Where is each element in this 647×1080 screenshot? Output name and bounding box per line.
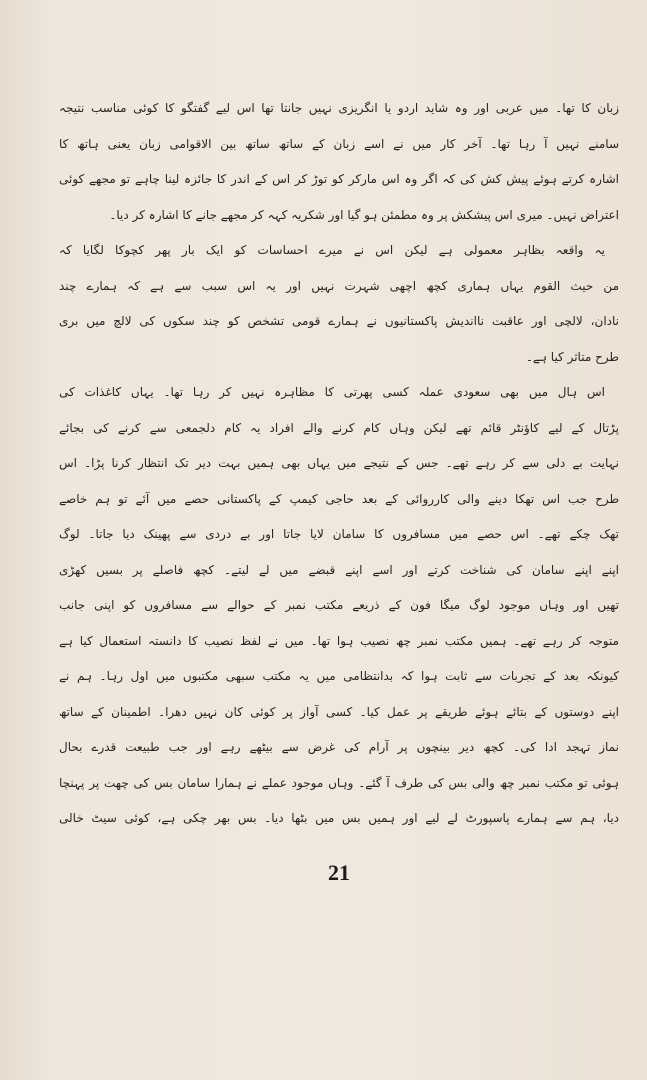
- text-line: دیا، ہم سے ہمارے پاسپورٹ لے لیے اور ہمیں بس میں بٹھا دیا۔ بس بھر چکی ہے، کوئی سیٹ خالی: [59, 811, 619, 825]
- text-line: یہ واقعہ بظاہر معمولی ہے لیکن اس نے میرے احساسات کو ایک بار پھر کچوکا لگایا کہ: [59, 243, 605, 257]
- text-line: متوجہ کر رہے تھے۔ ہمیں مکتب نمبر چھ نصیب ہوا تھا۔ میں نے لفظ نصیب کا دانستہ استعمال کیا ہے: [59, 633, 619, 648]
- text-line: اس ہال میں بھی سعودی عملہ کسی پھرتی کا مظاہرہ نہیں کر رہا تھا۔ یہاں کاغذات کی: [59, 385, 605, 399]
- text-line: ہوئی تو مکتب نمبر چھ والی بس کی طرف آ گئے۔ وہاں موجود عملے نے ہمارا سامان بس کی چھت پر پہنچا: [59, 775, 619, 790]
- text-line: اپنے دوستوں کے بتائے ہوئے طریقے پر عمل کیا۔ کسی آواز پر کوئی کان نہیں دھرا۔ اطمینان کے ساتھ: [59, 704, 619, 719]
- paragraph-2: [59, 238, 619, 369]
- text-line: نادان، لالچی اور عاقبت نااندیش پاکستانیوں نے ہمارے قومی تشخص کو چند سکوں کی لالچ میں بری: [59, 314, 619, 328]
- text-line: من حیث القوم یہاں ہماری کچھ اچھی شہرت نہیں اور یہ اس سبب سے ہے کہ ہمارے چند: [59, 278, 619, 293]
- page-number: 21: [328, 860, 350, 885]
- text-line: طرح جب اس تھکا دینے والی کارروائی کے بعد حاجی کیمپ کے پاکستانی حصے میں آئے تو ہم خاصے: [59, 491, 619, 506]
- text-line: تھیں اور وہاں موجود لوگ میگا فون کے ذریعے مکتب نمبر کے حوالے سے مسافروں کو اپنی جانب: [59, 598, 619, 612]
- text-line: اعتراض نہیں۔ میری اس پیشکش پر وہ مطمئن ہو گیا اور شکریہ کہہ کر مجھے جانے کا اشارہ کر دیا۔: [109, 207, 619, 222]
- paragraph-1: [59, 96, 619, 227]
- text-line: پڑتال کے لیے کاؤنٹر قائم تھے لیکن وہاں کام کرنے والے افراد یہ کام دلجمعی سے کرنے کی بجائے: [59, 420, 619, 435]
- text-line: اپنے اپنے سامان کی شناخت کرتے اور اسے اپنے قبضے میں لے لیتے۔ کچھ فاصلے پر بسیں کھڑی: [59, 562, 619, 577]
- text-line: طرح متاثر کیا ہے۔: [525, 349, 619, 364]
- text-line: سامنے نہیں آ رہا تھا۔ آخر کار میں نے اسے زبان کے ساتھ ساتھ بین الاقوامی زبان یعنی ہاتھ کا: [59, 136, 619, 151]
- text-line: اشارہ کرتے ہوئے پیش کش کی کہ اگر وہ اس مارکر کو توڑ کر اس کے اندر کا جائزہ لینا چاہے تو مجھے کوئی: [59, 172, 619, 186]
- paragraph-3: [59, 380, 619, 830]
- text-line: کیونکہ بعد کے تجربات سے ثابت ہوا کہ بدانتظامی میں یہ مکتب سبھی مکتبوں میں اول رہا۔ ہم نے: [59, 669, 619, 683]
- text-line: نہایت بے دلی سے کر رہے تھے۔ جس کے نتیجے میں یہاں بھی ہمیں بہت دیر تک انتظار کرنا پڑا۔ اس: [59, 456, 619, 470]
- text-line: نماز تہجد ادا کی۔ کچھ دیر بینچوں پر آرام کی غرض سے بیٹھے رہے اور جب طبیعت قدرے بحال: [59, 740, 619, 754]
- text-line: تھک چکے تھے۔ اس حصے میں مسافروں کا سامان لایا جاتا اور بے دردی سے پھینک دیا جاتا۔ لوگ: [59, 527, 619, 541]
- text-line: زبان کا تھا۔ میں عربی اور وہ شاید اردو یا انگریزی نہیں جانتا تھا اس لیے گفتگو کا کوئی مناسب نتیجہ: [59, 101, 619, 115]
